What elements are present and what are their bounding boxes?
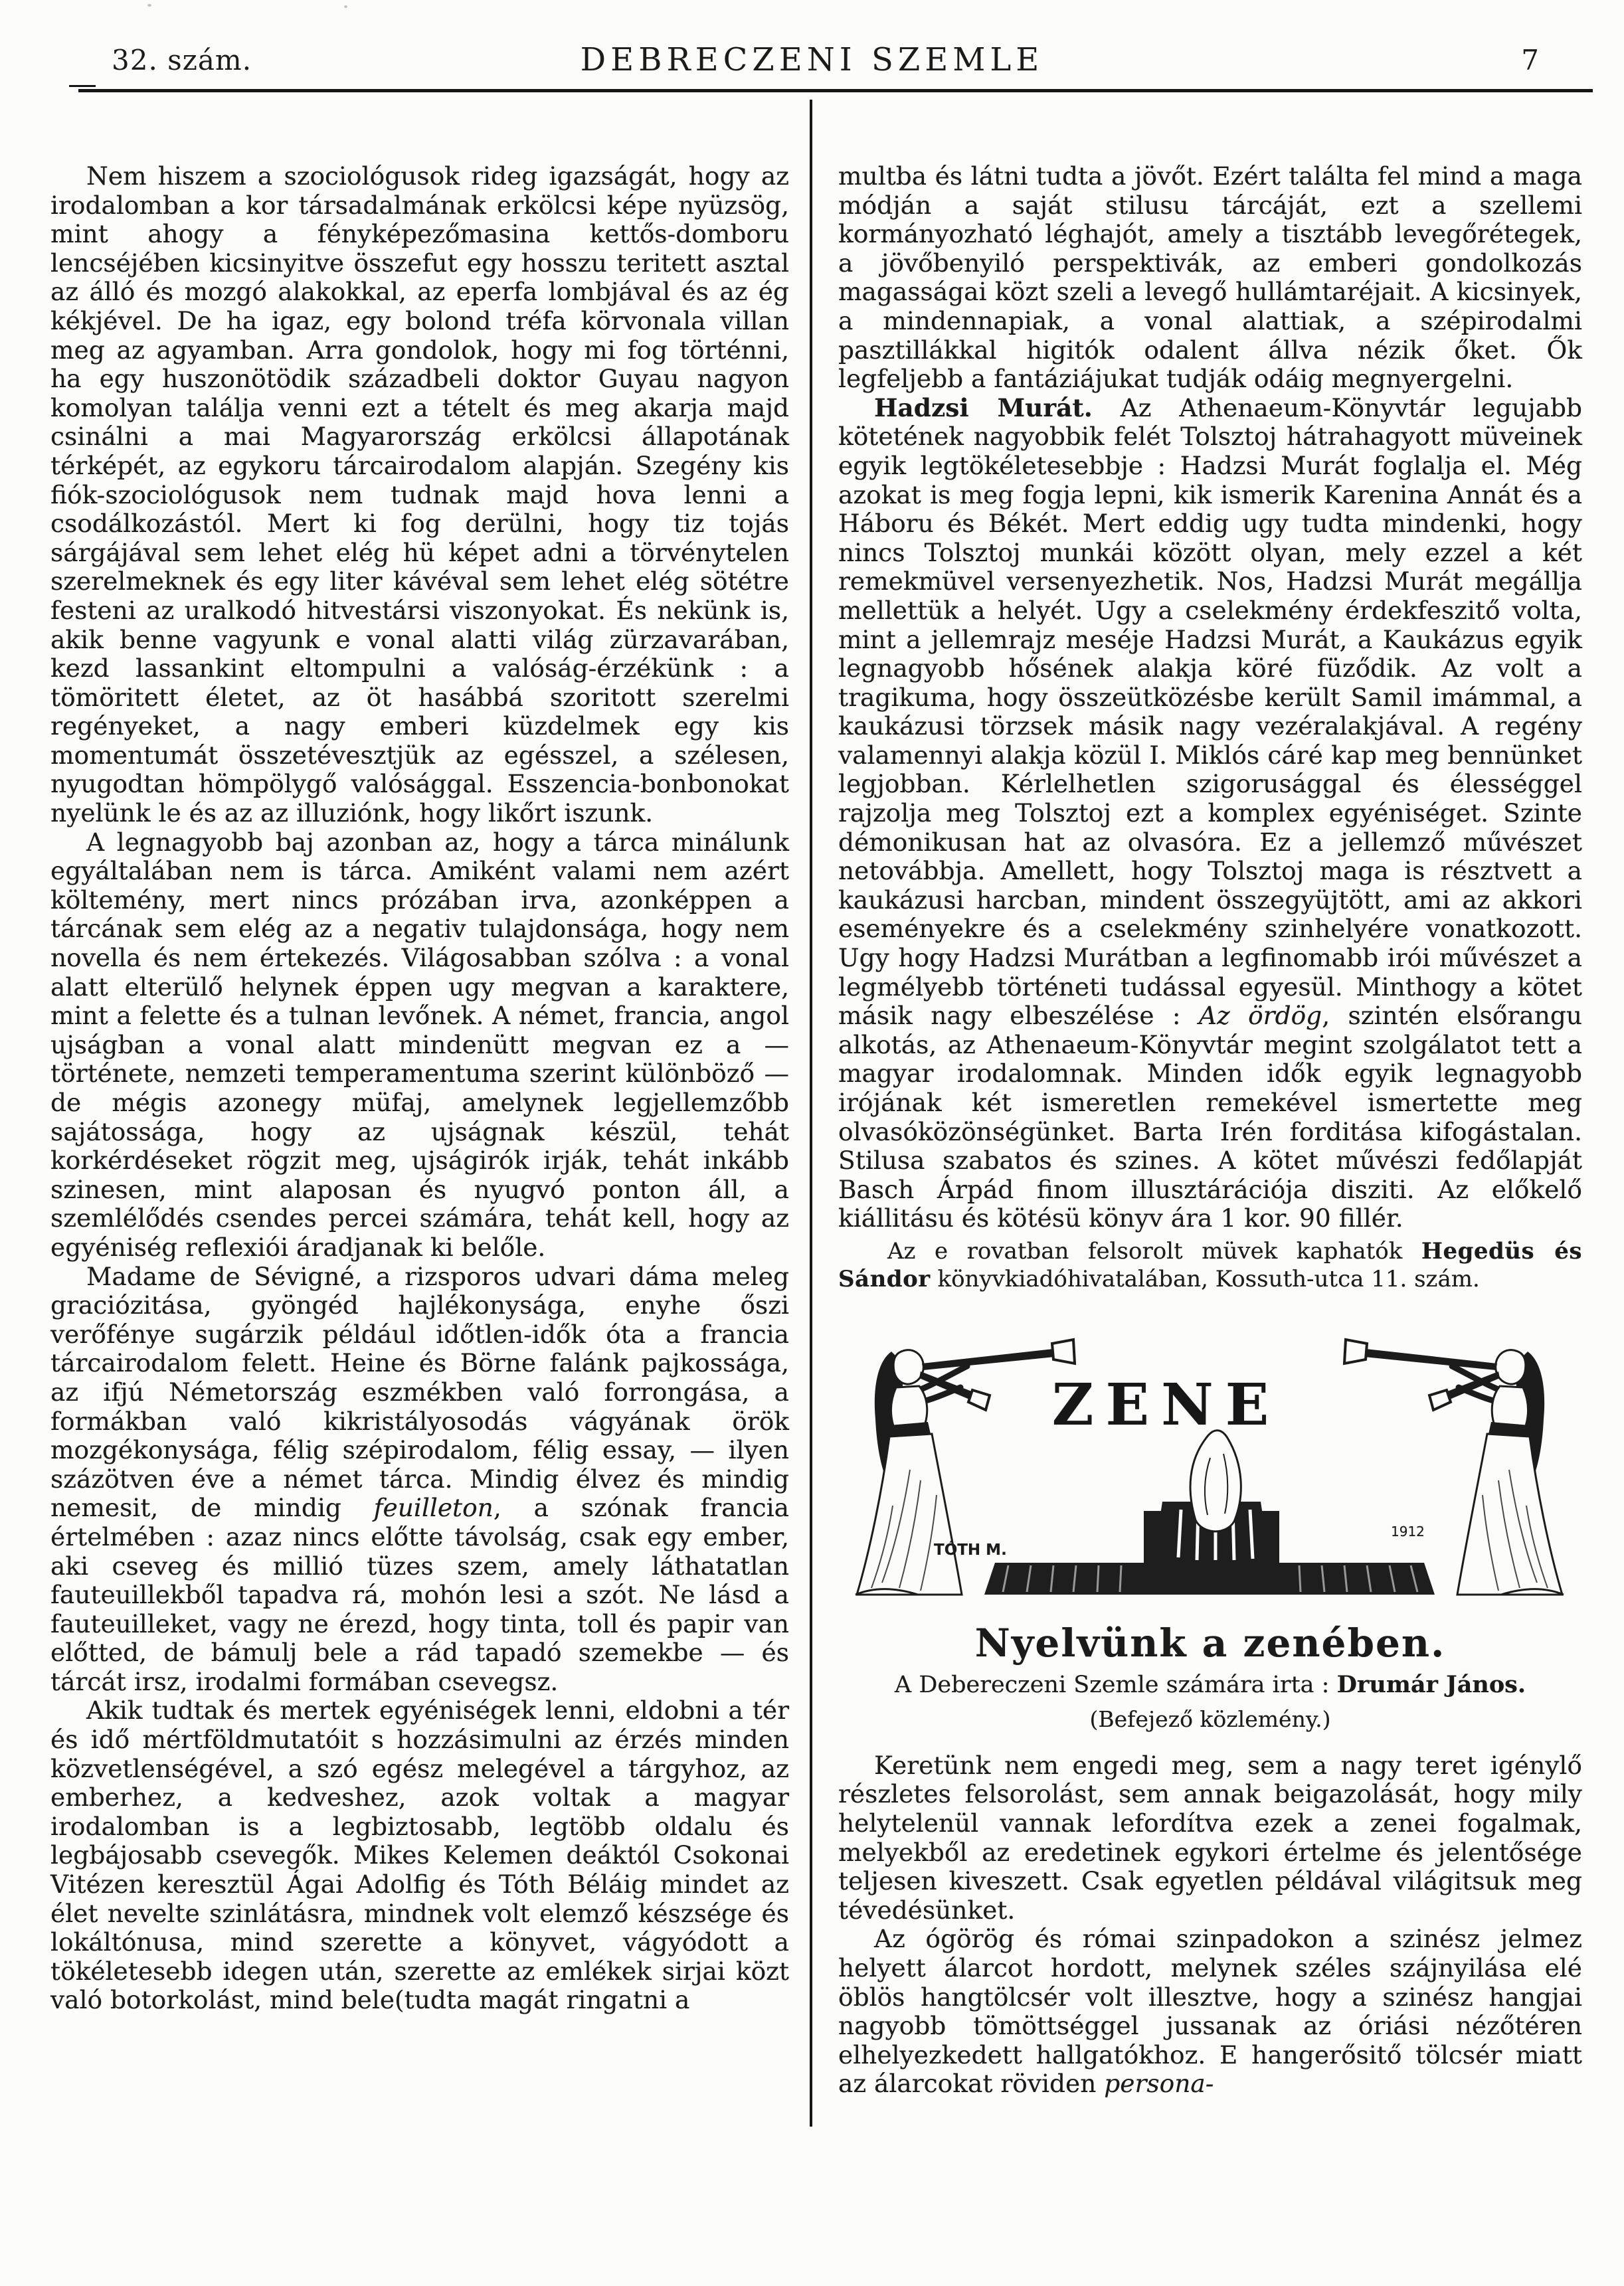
article-heading: Nyelvünk a zenében. [974, 1620, 1446, 1666]
altar-side-block [1258, 1511, 1279, 1563]
paragraph [838, 1925, 1582, 2099]
zene-section-illustration [834, 1328, 1585, 1609]
left-column [50, 162, 789, 2015]
trumpeters-drawing [834, 1328, 1585, 1609]
paragraph [50, 1263, 789, 1697]
book-review-paragraph [838, 394, 1582, 1233]
paragraph: Keretünk nem engedi meg, sem a nagy teret igénylő részletes felsorolást, sem annak beigazolását, hogy mily helytelenül vannak lefordítva ezek a zenei fogalmak, melyekből az eredetinek egykori értelme és jelentősége teljesen kiveszett. Csak egyetlen példával világitsuk meg tévedésünket. [838, 1750, 1582, 1925]
notice-text: könyvkiadóhivatalában, Kossuth-utca 11. szám. [930, 1265, 1480, 1292]
column-divider [810, 100, 812, 2127]
bookseller-name: Hegedüs és Sándor [838, 1237, 1582, 1292]
header-rule [78, 89, 1593, 92]
paragraph-text: Az ógörög és római szinpadokon a szinész jelmez helyett álarcot hordott, melynek széles szájnyilása elé öblös hangtölcsér volt illesztve, hogy a szinész hangjai nagyobb tömöttséggel jussanak az óriási nézőtéren elhelyezkedett hallgatókhoz. E hangerősitő tölcsér miatt az álarcokat röviden [838, 1924, 1582, 2099]
review-lead-title: Hadzsi Murát. [874, 393, 1093, 422]
bookseller-notice [838, 1237, 1582, 1293]
paragraph-continuation: multba és látni tudta a jövőt. Ezért találta fel mind a maga módján a saját stilusu tárcáját, ezt a szellemi kormányozható léghajót, amely a tisztább levegőrétegek, a jövőbenyiló perspektivák, az emberi gondolkozás magasságai közt szeli a levegő hullámtaréjait. A kicsinyek, a mindennapiak, a vonal alattiak, a szépirodalmi pasztillákkal higitók odalent állva nézik őket. Ők legfeljebb a fantáziájukat tudják odáig megnyergelni. [838, 161, 1582, 394]
paragraph-text: Az Athenaeum-Könyvtár legujabb kötetének nagyobbik felét Tolsztoj hátrahagyott müveinek egyik legtökéletesebbje : Hadzsi Murát foglalja el. Még azokat is meg fogja lepni, kik ismerik Karenina Annát és a Háboru és Békét. Mert eddig ugy tudta mindenki, hogy nincs Tolsztoj munkái között olyan, mely ezzel a két remekmüvel versenyezhetik. Nos, Hadzsi Murát megállja mellettük a helyét. Ugy a cselekmény érdekfeszitő volta, mint a jellemrajz meséje Hadzsi Murát, a Kaukázus egyik legnagyobb hősének alakja köré füződik. Az volt a tragikuma, hogy összeütközésbe került Samil imámmal, a kaukázusi törzsek másik nagy vezéralakjával. A regény valamennyi alakja közül I. Miklós cáré kap meg bennünket legjobban. Kérlelhetlen szigorusággal és élességgel rajzolja meg Tolsztoj ezt a komplex egyéniséget. Szinte démonikusan hat az olvasóra. Ez a jellemző művészet netovábbja. Amellett, hogy Tolsztoj maga is résztvett a kaukázusi harcban, mindent összegyüjtött, ami az akkori eseményekre és a cselekmény szinhelyére vonatkozott. Ugy hogy Hadzsi Murátban a legfinomabb irói művészet a legmélyebb történeti tudással egyesül. Minthogy a kötet másik nagy elbeszélése : [838, 393, 1582, 1031]
italic-book-title: Az ördög [1198, 1001, 1322, 1031]
paragraph: Akik tudtak és mertek egyéniségek lenni, eldobni a tér és idő mértföldmutatóit s hozzásimulni az érzés minden közvetlenségével, a szó egész melegével a tárgyhoz, az emberhez, a kedveshez, azok voltak a magyar irodalomban is a legbiztosabb, legtöbb oldalu és legbájosabb csevegők. Mikes Kelemen deáktól Csokonai Vitézen keresztül Ágai Adolfig és Tóth Béláig mindet az élet nevelte szinlátásra, mindnek volt elemző készsége és lokáltónusa, mind szerette a könyvet, vágyódott a tökéletesebb idegen után, szerette az emlékek sirjai közt való botorkolást, mind bele(tudta magát ringatni a [50, 1696, 789, 2015]
scan-speck [147, 4, 151, 7]
paragraph: Nem hiszem a szociológusok rideg igazságát, hogy az irodalomban a kor társadalmának erkölcsi képe nyüzsög, mint ahogy a fényképezőmasina kettős-domboru lencséjében kicsinyitve összefut egy hosszu teritett asztal az álló és mozgó alakokkal, az eperfa lombjával és az ég kékjével. De ha igaz, egy bolond tréfa körvonala villan meg az agyamban. Arra gondolok, hogy mi fog történni, ha egy huszonötödik századbeli doktor Guyau nagyon komolyan találja venni ezt a tételt és meg akarja majd csinálni a mai Magyarország erkölcsi állapotának térképét, az egykoru tárcairodalom alapján. Szegény kis fiók-szociológusok nem tudnak majd hova lenni a csodálkozástól. Mert ki fog derülni, hogy tiz tojás sárgájával sem lehet elég hü képet adni a törvénytelen szerelmeknek és egy liter kávéval sem lehet elég sötétre festeni az uralkodó hitvestársi viszonyokat. És nekünk is, akik benne vagyunk e vonal alatti világ zürzavarában, kezd lassankint eltompulni a valóság-érzékünk : a tömöritett életet, az öt hasábbá szoritott szerelmi regényeket, a nagy emberi küzdelmek egy kis momentumát összetévesztjük az egésszel, a szélesen, nyugodtan hömpölygő valósággal. Esszencia-bonbonokat nyelünk le és az az illuziónk, hogy likőrt iszunk. [50, 161, 789, 828]
issue-number: 32. szám. [112, 44, 252, 76]
article-note: (Befejező közlemény.) [1089, 1706, 1331, 1733]
zene-section-title: ZENE [1051, 1371, 1281, 1439]
page-number: 7 [1521, 44, 1539, 76]
article-byline [838, 1670, 1582, 1700]
paragraph-text: Madame de Sévigné, a rizsporos udvari dáma meleg graciózitása, gyöngéd hajlékonysága, enyhe őszi verőfénye sugárzik például időtlen-idők óta a francia tárcairodalom felett. Heine és Börne falánk pajkossága, az ifjú Németország eszmékben való forrongása, a formákban való kikristályosodás vágyának örök mozgékonysága, félig szépirodalom, félig essay, — ilyen százötven éve a német tárca. Mindig élvez és mindig nemesit, de mindig [50, 1261, 789, 1523]
scan-speck [344, 5, 347, 8]
paragraph: A legnagyobb baj azonban az, hogy a tárca minálunk egyáltalában nem is tárca. Amiként valami nem azért költemény, mert nincs prózában irva, azonképpen a tárcának sem elég az a negativ tulajdonsága, hogy nem novella és nem értekezés. Világosabban szólva : a vonal alatt elterülő helynek éppen ugy megvan a karaktere, mint a felette és a tulnan levőnek. A német, francia, angol ujságban a vonal alatt mindenütt megvan ez a — története, nemzeti temperamentuma szerint különböző — de mégis azonegy müfaj, amelynek legjellemzőbb sajátossága, hogy az ujságnak készül, tehát korkérdéseket rögzit meg, ujságirók irják, tehát inkább szinesen, mint alaposan és nyugvó ponton áll, a szemlélődés csendes percei számára, tehát kell, hogy az egyéniség reflexiói áradjanak ki belőle. [50, 827, 789, 1262]
notice-text: Az e rovatban felsorolt müvek kaphatók [887, 1237, 1421, 1265]
author-name: Drumár János. [1336, 1670, 1526, 1698]
flame-icon [1190, 1431, 1241, 1532]
italic-term: persona- [1104, 2069, 1214, 2099]
altar-side-block [1144, 1511, 1165, 1563]
paragraph-text: , szintén elsőrangu alkotás, az Athenaeum-Könyvtár megint szolgálatot tett a magyar irodalomnak. Minden idők egyik legnagyobb irójának két ismeretlen remekével ismertette meg olvasóközönségünket. Barta Irén forditása kifogástalan. Stilusa szabatos és szines. A kötet művészi fedőlapját Basch Árpád finom illusztárációja disziti. Az előkelő kiállitásu és kötésü könyv ára 1 kor. 90 fillér. [838, 1001, 1582, 1233]
byline-text: A Debereczeni Szemle számára irta : [894, 1671, 1337, 1698]
trumpeter-right-icon [1344, 1340, 1564, 1595]
italic-term: feuilleton [373, 1493, 494, 1523]
artist-signature: TÓTH M. [934, 1541, 1007, 1559]
right-column [838, 162, 1582, 2099]
page-title: DEBRECZENI SZEMLE [580, 41, 1044, 78]
illustration-year: 1912 [1391, 1523, 1425, 1539]
paragraph-text: , a szónak francia értelmében : azaz nincs előtte távolság, csak egy ember, aki cseveg és millió tüzes szem, amely láthatatlan fauteuillekből tapadva rá, mohón lesi a szót. Ne lásd a fauteuilleket, vagy ne érezd, hogy tinta, toll és papir van előtted, de bámulj bele a rád tapadó szemekbe — és tárcát irsz, irodalmi formában csevegsz. [50, 1493, 789, 1696]
